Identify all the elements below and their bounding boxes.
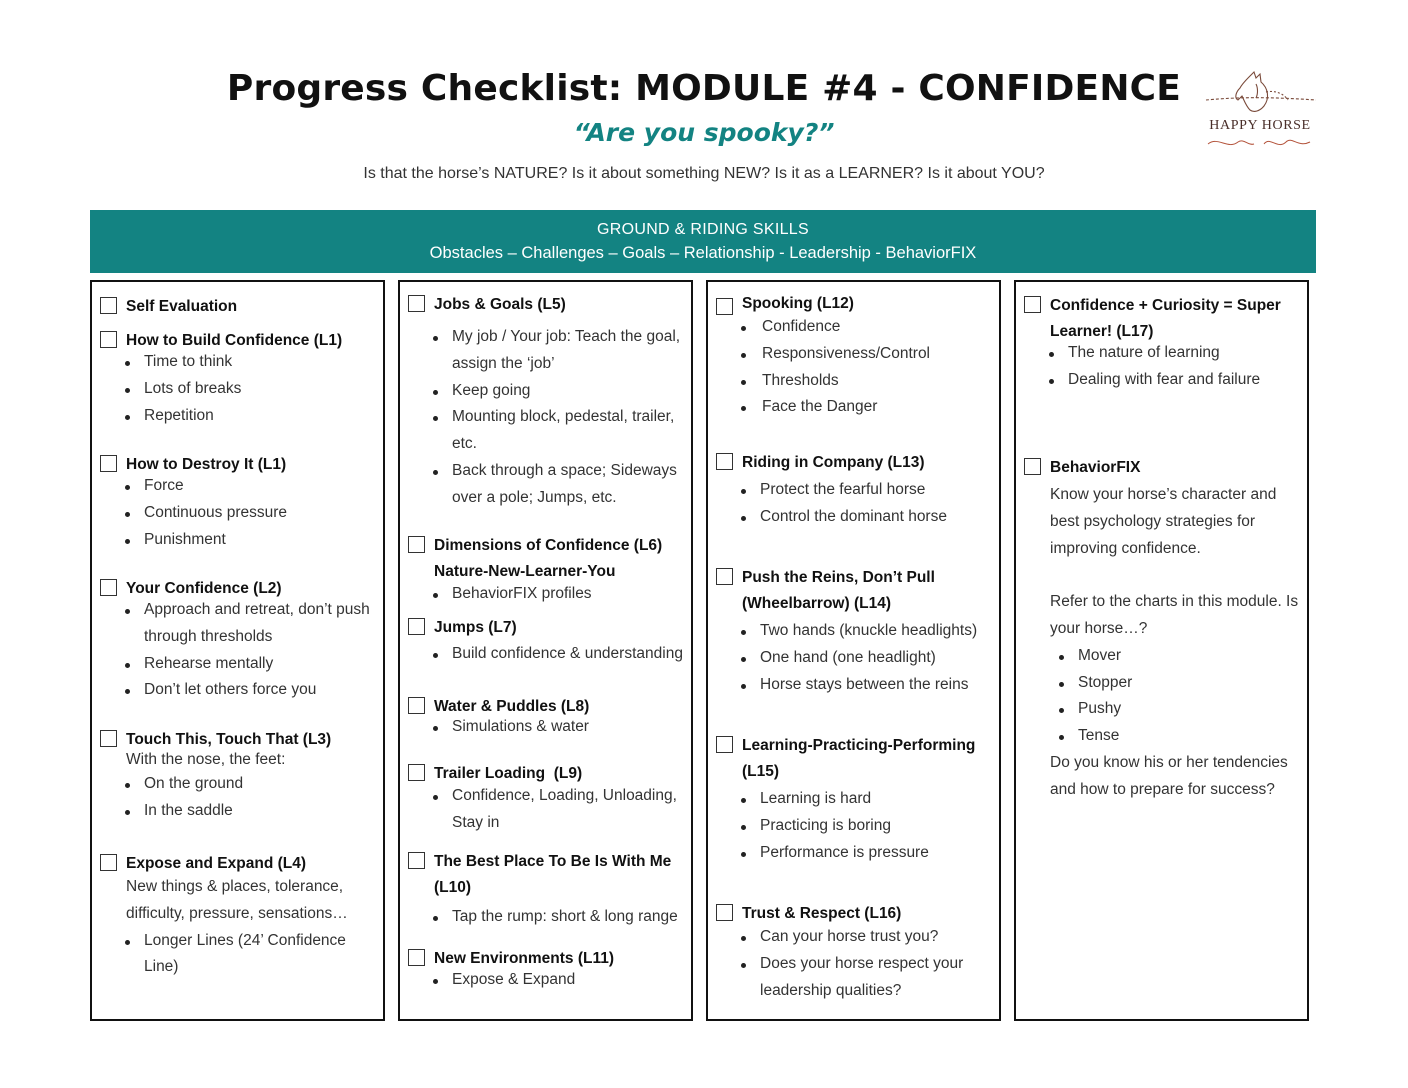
list-item: Expose & Expand: [400, 967, 691, 994]
list-item: Repetition: [92, 403, 383, 430]
checklist-item-learning-practicing: [708, 733, 999, 866]
list-item: Time to think: [92, 349, 383, 376]
page-tagline: Is that the horse’s NATURE? Is it about something NEW? Is it as a LEARNER? Is it about YOU?: [363, 165, 1045, 182]
checkbox[interactable]: [408, 949, 425, 966]
checklist-item-title: Touch This, Touch That (L3): [126, 731, 332, 748]
checklist-item-behaviorfix: [1016, 455, 1307, 804]
checkbox[interactable]: [408, 536, 425, 553]
checklist-item-trailer-loading: [400, 761, 691, 837]
list-item: Dealing with fear and failure: [1016, 367, 1307, 394]
list-item: Force: [92, 473, 383, 500]
checklist-item-expose-expand: [92, 851, 383, 981]
list-item: Mover: [1016, 643, 1307, 670]
checklist-item-title: New Environments (L11): [434, 950, 615, 967]
checkbox[interactable]: [716, 904, 733, 921]
checklist-item-new-environments: [400, 946, 691, 994]
checklist-item-jobs-goals: [400, 292, 691, 512]
checkbox[interactable]: [408, 618, 425, 635]
checklist-item-dimensions: [400, 533, 691, 608]
list-item: Lots of breaks: [92, 376, 383, 403]
list-item: The nature of learning: [1016, 340, 1307, 367]
list-item: Tap the rump: short & long range: [400, 904, 691, 931]
checklist-item-your-confidence: [92, 576, 383, 704]
checklist-column-2: [398, 280, 693, 1021]
checkbox[interactable]: [100, 579, 117, 596]
list-item: Mounting block, pedestal, trailer, etc.: [400, 404, 691, 458]
behaviorfix-prompt: Refer to the charts in this module. Is your horse…?: [1050, 593, 1299, 637]
checklist-column-3: [706, 280, 1001, 1021]
list-item: Back through a space; Sideways over a pole; Jumps, etc.: [400, 458, 691, 512]
checklist-item-title: Spooking (L12): [742, 295, 854, 312]
checklist-note: New things & places, tolerance, difficulty, pressure, sensations…: [126, 878, 348, 922]
list-item: Protect the fearful horse: [708, 477, 999, 504]
checklist-note: With the nose, the feet:: [126, 751, 286, 768]
list-item: Simulations & water: [400, 714, 691, 741]
list-item: One hand (one headlight): [708, 645, 999, 672]
checkbox[interactable]: [100, 730, 117, 747]
page-subtitle: “Are you spooky?”: [573, 118, 835, 147]
list-item: Confidence, Loading, Unloading, Stay in: [400, 783, 691, 837]
list-item: On the ground: [92, 771, 383, 798]
checklist-item-destroy-it: [92, 452, 383, 553]
checklist-item-title: Trailer Loading (L9): [434, 765, 583, 782]
checkbox[interactable]: [716, 453, 733, 470]
list-item: Pushy: [1016, 696, 1307, 723]
checkbox[interactable]: [408, 697, 425, 714]
list-item: Face the Danger: [708, 394, 999, 421]
list-item: Punishment: [92, 527, 383, 554]
checklist-item-title: How to Build Confidence (L1): [126, 332, 343, 349]
checkbox[interactable]: [1024, 458, 1041, 475]
list-item: My job / Your job: Teach the goal, assign the ‘job’: [400, 324, 691, 378]
checkbox[interactable]: [100, 854, 117, 871]
list-item: Thresholds: [708, 368, 999, 395]
checklist-item-self-evaluation: [92, 294, 383, 320]
list-item: In the saddle: [92, 798, 383, 825]
checklist-item-push-reins: [708, 565, 999, 698]
checklist-item-title: Push the Reins, Don’t Pull (Wheelbarrow) (L14): [742, 569, 935, 612]
list-item: Keep going: [400, 378, 691, 405]
list-item: Horse stays between the reins: [708, 672, 999, 699]
behaviorfix-description: Know your horse’s character and best psychology strategies for improving confidence.: [1050, 486, 1277, 557]
horse-head-logo-icon: [1198, 70, 1322, 156]
checkbox[interactable]: [408, 852, 425, 869]
list-item: Tense: [1016, 723, 1307, 750]
list-item: Don’t let others force you: [92, 677, 383, 704]
checklist-item-title: Confidence + Curiosity = Super Learner! (L17): [1050, 297, 1281, 340]
checklist-column-4: [1014, 280, 1309, 1021]
list-item: Confidence: [708, 314, 999, 341]
list-item: Continuous pressure: [92, 500, 383, 527]
happy-horse-logo: [1198, 70, 1322, 156]
checklist-item-title: Trust & Respect (L16): [742, 905, 902, 922]
checklist-item-title: Expose and Expand (L4): [126, 855, 307, 872]
checklist-item-title: How to Destroy It (L1): [126, 456, 287, 473]
checklist-item-title: Jobs & Goals (L5): [434, 296, 566, 313]
checklist-item-title: Learning-Practicing-Performing (L15): [742, 737, 976, 780]
checklist-item-touch-this: [92, 727, 383, 825]
checkbox[interactable]: [1024, 296, 1041, 313]
list-item: Does your horse respect your leadership qualities?: [708, 951, 999, 1005]
list-item: Stopper: [1016, 670, 1307, 697]
checklist-item-spooking: [708, 291, 999, 421]
list-item: Rehearse mentally: [92, 651, 383, 678]
spacer: [1016, 562, 1307, 589]
list-item: Practicing is boring: [708, 813, 999, 840]
list-item: Build confidence & understanding: [400, 641, 691, 668]
checklist-item-best-place: [400, 849, 691, 931]
checkbox[interactable]: [100, 455, 117, 472]
skills-banner: [90, 210, 1316, 273]
checklist-item-title: Your Confidence (L2): [126, 580, 282, 597]
checkbox[interactable]: [716, 736, 733, 753]
checklist-item-title: Water & Puddles (L8): [434, 698, 590, 715]
list-item: Responsiveness/Control: [708, 341, 999, 368]
banner-title: GROUND & RIDING SKILLS: [597, 221, 809, 238]
checklist-item-title: Riding in Company (L13): [742, 454, 925, 471]
page-title: Progress Checklist: MODULE #4 - CONFIDENCE: [226, 68, 1182, 109]
checklist-item-super-learner: [1016, 293, 1307, 394]
list-item: Two hands (knuckle headlights): [708, 618, 999, 645]
checklist-item-title: BehaviorFIX: [1050, 459, 1141, 476]
list-item: Performance is pressure: [708, 840, 999, 867]
checklist-item-title: Self Evaluation: [126, 298, 238, 315]
checklist-item-build-confidence: [92, 328, 383, 429]
checklist-subtitle: Nature-New-Learner-You: [434, 563, 616, 580]
list-item: Learning is hard: [708, 786, 999, 813]
checkbox[interactable]: [100, 331, 117, 348]
list-item: Control the dominant horse: [708, 504, 999, 531]
checklist-item-title: Jumps (L7): [434, 619, 517, 636]
checkbox[interactable]: [100, 297, 117, 314]
checkbox[interactable]: [408, 295, 425, 312]
checkbox[interactable]: [716, 298, 733, 315]
checklist-item-jumps: [400, 615, 691, 668]
list-item: Can your horse trust you?: [708, 924, 999, 951]
logo-text: HAPPY HORSE: [1209, 118, 1311, 133]
checklist-item-riding-company: [708, 450, 999, 531]
checklist-item-trust-respect: [708, 901, 999, 1004]
checkbox[interactable]: [716, 568, 733, 585]
checklist-column-1: [90, 280, 385, 1021]
list-item: BehaviorFIX profiles: [400, 581, 691, 608]
checkbox[interactable]: [408, 764, 425, 781]
banner-subtitle: Obstacles – Challenges – Goals – Relationship - Leadership - BehaviorFIX: [429, 244, 977, 262]
checklist-item-title: Dimensions of Confidence (L6): [434, 537, 663, 554]
list-item: Approach and retreat, don’t push through thresholds: [92, 597, 383, 651]
checklist-item-title: The Best Place To Be Is With Me (L10): [434, 853, 672, 896]
list-item: Longer Lines (24’ Confidence Line): [92, 928, 383, 982]
behaviorfix-question: Do you know his or her tendencies and how to prepare for success?: [1050, 753, 1288, 798]
checklist-item-water-puddles: [400, 694, 691, 741]
